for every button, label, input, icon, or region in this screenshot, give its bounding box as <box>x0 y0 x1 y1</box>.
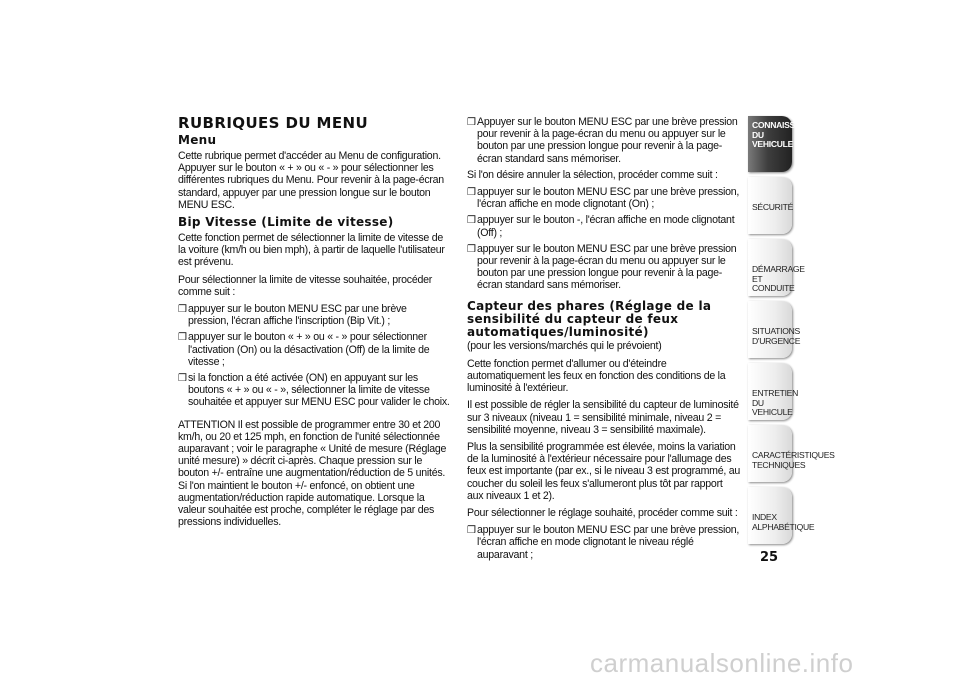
bip-paragraph: Cette fonction permet de sélectionner la limite de vitesse de la voiture (km/h ou bien mph), à partir de laquelle l'utilisateur est prévenu. <box>178 232 445 269</box>
checkbox-square-icon: ❒ <box>467 117 476 128</box>
capteur-subtitle: (pour les versions/marchés qui le prévoient) <box>467 339 662 352</box>
capteur-paragraph-1: Cette fonction permet d'allumer ou d'éteindre automatiquement les feux en fonction des conditions de la luminosité à l'extérieur. <box>467 357 726 395</box>
checkbox-square-icon: ❒ <box>467 215 476 227</box>
checkbox-square-icon: ❒ <box>467 525 476 537</box>
capteur-select-paragraph: Pour sélectionner le réglage souhaité, procéder comme suit : <box>467 507 738 520</box>
menu-paragraph: Cette rubrique permet d'accéder au Menu de configuration. Appuyer sur le bouton « + » ou « - » pour sélectionner les différentes rubriques du Menu. Pour revenir à la page-écran standard, appuyer par une pression longue sur le bouton MENU ESC. <box>178 150 444 211</box>
right-column <box>467 116 741 565</box>
main-title: RUBRIQUES DU MENU <box>178 114 369 132</box>
tab-caracteristiques-techniques[interactable]: CARACTÉRISTIQUES TECHNIQUES <box>748 425 792 482</box>
cancel-paragraph: Si l'on désire annuler la sélection, procéder comme suit : <box>467 168 718 181</box>
left-column <box>178 114 450 533</box>
watermark: carmanualsonline.info <box>590 648 854 678</box>
checkbox-square-icon: ❒ <box>178 332 187 344</box>
list-item: ❒ appuyer sur le bouton MENU ESC par une brève pression, l'écran affiche en mode clignotant le niveau réglé auparavant ; <box>467 524 740 561</box>
checkbox-square-icon: ❒ <box>467 187 476 199</box>
checkbox-square-icon: ❒ <box>178 304 187 316</box>
list-item: ❒ si la fonction a été activée (ON) en appuyant sur les boutons « + » ou « - », sélectionner la limite de vitesse souhaitée et appuyer sur MENU ESC pour valider le choix. <box>178 372 450 409</box>
list-item: ❒ appuyer sur le bouton MENU ESC par une brève pression pour revenir à la page-écran du menu ou appuyer sur le bouton par une pression longue pour revenir à la page-écran standard sans mémoriser. <box>467 242 737 292</box>
checkbox-square-icon: ❒ <box>467 243 476 255</box>
tab-connaissance-du-vehicule[interactable]: CONNAISSANCE DU VEHICULE <box>748 116 792 172</box>
bip-select-paragraph: Pour sélectionner la limite de vitesse souhaitée, procéder comme suit : <box>178 273 433 298</box>
tab-demarrage-et-conduite[interactable]: DÉMARRAGE ET CONDUITE <box>748 239 792 296</box>
chapter-tabs <box>748 116 835 549</box>
menu-heading: Menu <box>178 133 217 147</box>
attention-paragraph: ATTENTION Il est possible de programmer entre 30 et 200 km/h, ou 20 et 125 mph, en fonction de l'unité sélectionnée auparavant ; voir le paragraphe « Unité de mesure (Réglage unité mesure) » décrit ci-après. Chaque pression sur le bouton +/- entraîne une augmentation/réduction de 5 unités. Si l'on maintient le bouton +/- enfoncé, on obtient une augmentation/réduction rapide automatique. Lorsque la valeur souhaitée est proche, compléter le réglage par des pressions individuelles. <box>178 418 447 529</box>
bip-heading: Bip Vitesse (Limite de vitesse) <box>178 215 394 230</box>
tab-situations-d-urgence[interactable]: SITUATIONS D'URGENCE <box>748 301 792 358</box>
checkbox-square-icon: ❒ <box>178 373 187 385</box>
capteur-paragraph-2: Il est possible de régler la sensibilité du capteur de luminosité sur 3 niveaux (niveau 1 = sensibilité minimale, niveau 2 = sensibilité moyenne, niveau 3 = sensibilité maximale). <box>467 399 739 436</box>
list-item: ❒ appuyer sur le bouton -, l'écran affiche en mode clignotant (Off) ; <box>467 214 735 239</box>
list-item: ❒ appuyer sur le bouton MENU ESC par une brève pression, l'écran affiche l'inscription (Bip Vit.) ; <box>178 303 407 328</box>
tab-entretien-du-vehicule[interactable]: ENTRETIEN DU VEHICULE <box>748 363 792 420</box>
capteur-heading: Capteur des phares (Réglage de la sensibilité du capteur de feux automatiques/luminosité) <box>467 298 712 339</box>
list-item: ❒ Appuyer sur le bouton MENU ESC par une brève pression pour revenir à la page-écran du menu ou appuyer sur le bouton par une pression longue pour revenir à la page-écran standard sans mémoriser. <box>467 116 738 165</box>
tab-index-alphabetique[interactable]: INDEX ALPHABÉTIQUE <box>748 487 792 544</box>
tab-securite[interactable]: SÉCURITÉ <box>748 177 792 234</box>
page-number: 25 <box>760 550 779 565</box>
capteur-paragraph-3: Plus la sensibilité programmée est élevée, moins la variation de la luminosité à l'extérieur nécessaire pour l'allumage des feux est importante (par ex., si le niveau 3 est programmé, au coucher du soleil les feux s'allumeront plus tôt par rapport aux niveaux 1 et 2). <box>467 441 741 502</box>
list-item: ❒ appuyer sur le bouton « + » ou « - » pour sélectionner l'activation (On) ou la désactivation (Off) de la limite de vitesse ; <box>178 331 430 368</box>
list-item: ❒ appuyer sur le bouton MENU ESC par une brève pression, l'écran affiche en mode clignotant (On) ; <box>467 186 740 211</box>
